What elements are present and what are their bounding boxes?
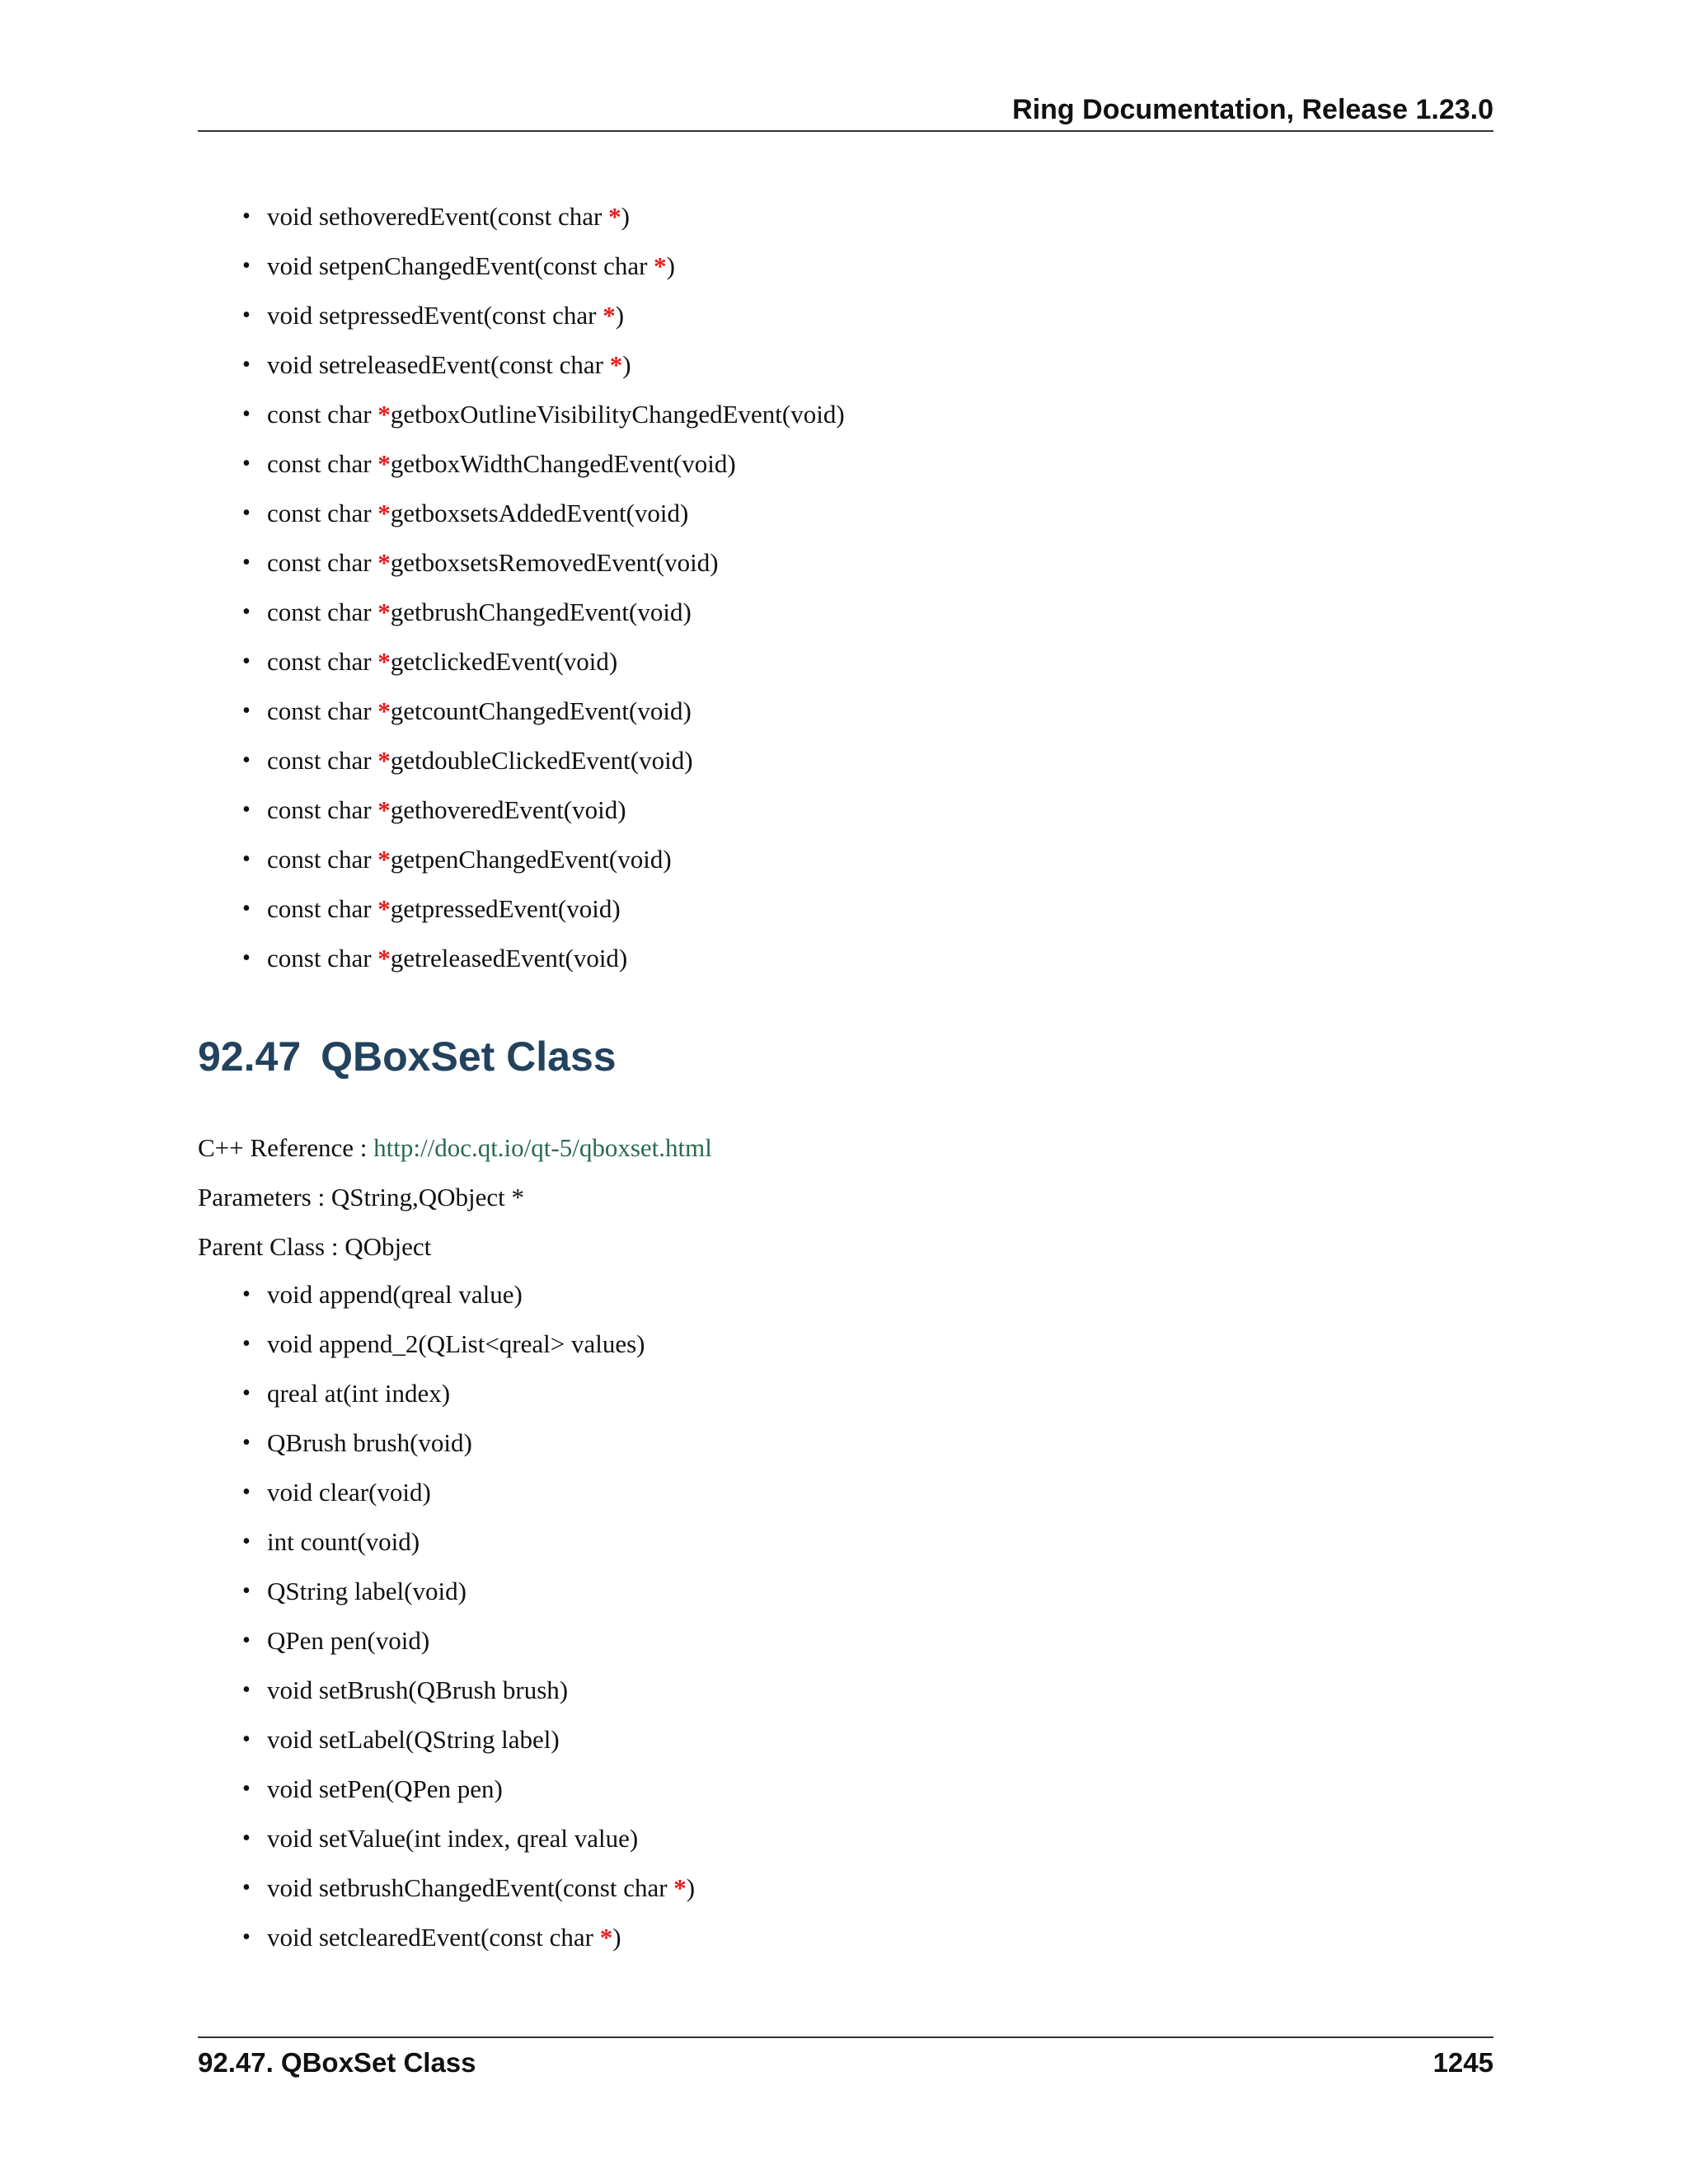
bullet-icon: • xyxy=(242,1628,251,1653)
signature-text-rest: ) xyxy=(622,350,631,379)
signature-text: QBrush brush(void) xyxy=(267,1428,472,1457)
pointer-star: * xyxy=(377,647,391,676)
signature-text-rest: getclickedEvent(void) xyxy=(390,647,618,676)
bullet-icon: • xyxy=(242,1677,251,1703)
bullet-icon: • xyxy=(242,500,251,526)
header-rule xyxy=(198,130,1493,132)
list-item xyxy=(198,241,1493,291)
signature-text-rest: getboxWidthChangedEvent(void) xyxy=(390,449,736,478)
pointer-star: * xyxy=(609,350,623,379)
signature-text-rest: ) xyxy=(615,301,625,330)
signature-text-rest: gethoveredEvent(void) xyxy=(390,795,626,824)
bullet-icon: • xyxy=(242,649,251,674)
bullet-icon: • xyxy=(242,352,251,377)
bullet-icon: • xyxy=(242,599,251,625)
bullet-icon: • xyxy=(242,1727,251,1752)
signature-text: void setBrush(QBrush brush) xyxy=(267,1675,569,1704)
bullet-icon: • xyxy=(242,550,251,575)
list-item xyxy=(198,489,1493,538)
signature-text: const char xyxy=(267,449,378,478)
pointer-star: * xyxy=(608,202,621,231)
list-item xyxy=(198,340,1493,390)
signature-text-rest: ) xyxy=(666,251,675,280)
bullet-icon: • xyxy=(242,1825,251,1851)
bullet-icon: • xyxy=(242,1282,251,1307)
cpp-reference-label: C++ Reference : xyxy=(198,1133,374,1162)
pointer-star: * xyxy=(377,795,391,824)
signature-text-rest: getpressedEvent(void) xyxy=(390,894,621,923)
signature-text: const char xyxy=(267,795,378,824)
signature-text: void setbrushChangedEvent(const char xyxy=(267,1873,674,1902)
pointer-star: * xyxy=(377,499,391,527)
parent-class-line: Parent Class : QObject xyxy=(198,1232,432,1261)
signature-text-rest: getboxOutlineVisibilityChangedEvent(void) xyxy=(390,400,845,429)
list-item xyxy=(198,1418,1493,1468)
list-item xyxy=(198,736,1493,785)
pointer-star: * xyxy=(599,1923,613,1952)
bullet-icon: • xyxy=(242,1875,251,1900)
pointer-star: * xyxy=(603,301,616,330)
list-item xyxy=(198,1567,1493,1616)
pointer-star: * xyxy=(654,251,667,280)
signature-text: const char xyxy=(267,400,378,429)
bullet-icon: • xyxy=(242,846,251,872)
signature-text: void append_2(QList<qreal> values) xyxy=(267,1329,645,1358)
list-item xyxy=(198,687,1493,736)
signature-text: qreal at(int index) xyxy=(267,1379,451,1408)
signature-text: void clear(void) xyxy=(267,1478,431,1507)
bullet-icon: • xyxy=(242,748,251,773)
signature-text: QString label(void) xyxy=(267,1577,467,1605)
footer-rule xyxy=(198,2036,1493,2038)
pointer-star: * xyxy=(377,746,391,775)
list-item xyxy=(198,1270,1493,1319)
section-number: 92.47 xyxy=(198,1033,302,1080)
cpp-reference xyxy=(198,1130,712,1166)
signature-text: const char xyxy=(267,548,378,577)
running-header: Ring Documentation, Release 1.23.0 xyxy=(1012,94,1493,125)
signature-text-rest: getbrushChangedEvent(void) xyxy=(390,598,692,626)
parameters-line: Parameters : QString,QObject * xyxy=(198,1183,525,1212)
bullet-icon: • xyxy=(242,1331,251,1357)
pointer-star: * xyxy=(377,845,391,874)
signature-text: void setclearedEvent(const char xyxy=(267,1923,600,1952)
pointer-star: * xyxy=(377,944,391,972)
bullet-icon: • xyxy=(242,797,251,823)
bullet-icon: • xyxy=(242,1924,251,1950)
signature-text: const char xyxy=(267,647,378,676)
signature-text-rest: getboxsetsAddedEvent(void) xyxy=(390,499,689,527)
section-heading xyxy=(198,1030,617,1083)
bullet-icon: • xyxy=(242,896,251,921)
signature-text: void setpressedEvent(const char xyxy=(267,301,603,330)
bullet-icon: • xyxy=(242,451,251,476)
signature-text-rest: ) xyxy=(686,1873,696,1902)
signature-text: void sethoveredEvent(const char xyxy=(267,202,609,231)
bullet-icon: • xyxy=(242,1430,251,1455)
list-item xyxy=(198,588,1493,637)
signature-text-rest: getpenChangedEvent(void) xyxy=(390,845,672,874)
list-item xyxy=(198,637,1493,687)
bullet-icon: • xyxy=(242,401,251,427)
list-item xyxy=(198,390,1493,439)
signature-text-rest: getdoubleClickedEvent(void) xyxy=(390,746,693,775)
signature-text-rest: getcountChangedEvent(void) xyxy=(390,696,692,725)
signature-text: QPen pen(void) xyxy=(267,1626,430,1655)
list-item xyxy=(198,1863,1493,1913)
signature-text: void setreleasedEvent(const char xyxy=(267,350,610,379)
footer-section: 92.47. QBoxSet Class xyxy=(198,2047,476,2078)
pointer-star: * xyxy=(377,894,391,923)
signature-text: const char xyxy=(267,845,378,874)
page-number: 1245 xyxy=(1432,2047,1493,2078)
signature-text-rest: ) xyxy=(612,1923,621,1952)
bullet-icon: • xyxy=(242,253,251,279)
bullet-icon: • xyxy=(242,302,251,328)
list-item xyxy=(198,934,1493,983)
signature-text: void setLabel(QString label) xyxy=(267,1725,560,1754)
cpp-reference-link[interactable]: http://doc.qt.io/qt-5/qboxset.html xyxy=(373,1133,712,1162)
list-item xyxy=(198,1468,1493,1517)
list-item xyxy=(198,538,1493,588)
list-item xyxy=(198,1616,1493,1666)
signature-text: const char xyxy=(267,944,378,972)
signature-text: void append(qreal value) xyxy=(267,1280,523,1309)
section-title-text: QBoxSet Class xyxy=(321,1033,617,1080)
signature-text: void setpenChangedEvent(const char xyxy=(267,251,654,280)
bullet-icon: • xyxy=(242,1380,251,1406)
list-item xyxy=(198,1814,1493,1863)
signature-text-rest: getreleasedEvent(void) xyxy=(390,944,628,972)
list-item xyxy=(198,1369,1493,1418)
signature-text: const char xyxy=(267,894,378,923)
pointer-star: * xyxy=(377,548,391,577)
method-list-previous-class xyxy=(198,192,1493,983)
signature-text: void setValue(int index, qreal value) xyxy=(267,1824,639,1853)
list-item xyxy=(198,1666,1493,1715)
bullet-icon: • xyxy=(242,1479,251,1505)
pointer-star: * xyxy=(377,598,391,626)
signature-text-rest: getboxsetsRemovedEvent(void) xyxy=(390,548,719,577)
list-item xyxy=(198,291,1493,340)
signature-text: void setPen(QPen pen) xyxy=(267,1774,503,1803)
pointer-star: * xyxy=(377,400,391,429)
signature-text: const char xyxy=(267,696,378,725)
list-item xyxy=(198,1765,1493,1814)
list-item xyxy=(198,439,1493,489)
bullet-icon: • xyxy=(242,1529,251,1554)
bullet-icon: • xyxy=(242,698,251,724)
list-item xyxy=(198,1913,1493,1962)
list-item xyxy=(198,884,1493,934)
list-item xyxy=(198,1319,1493,1369)
list-item xyxy=(198,1517,1493,1567)
bullet-icon: • xyxy=(242,1776,251,1802)
bullet-icon: • xyxy=(242,204,251,229)
list-item xyxy=(198,1715,1493,1765)
list-item xyxy=(198,192,1493,241)
list-item xyxy=(198,785,1493,835)
bullet-icon: • xyxy=(242,945,251,971)
pointer-star: * xyxy=(377,449,391,478)
signature-text-rest: ) xyxy=(621,202,630,231)
signature-text: const char xyxy=(267,499,378,527)
bullet-icon: • xyxy=(242,1578,251,1604)
pointer-star: * xyxy=(377,696,391,725)
signature-text: int count(void) xyxy=(267,1527,420,1556)
pointer-star: * xyxy=(673,1873,687,1902)
signature-text: const char xyxy=(267,598,378,626)
method-list-qboxset xyxy=(198,1270,1493,1962)
list-item xyxy=(198,835,1493,884)
signature-text: const char xyxy=(267,746,378,775)
